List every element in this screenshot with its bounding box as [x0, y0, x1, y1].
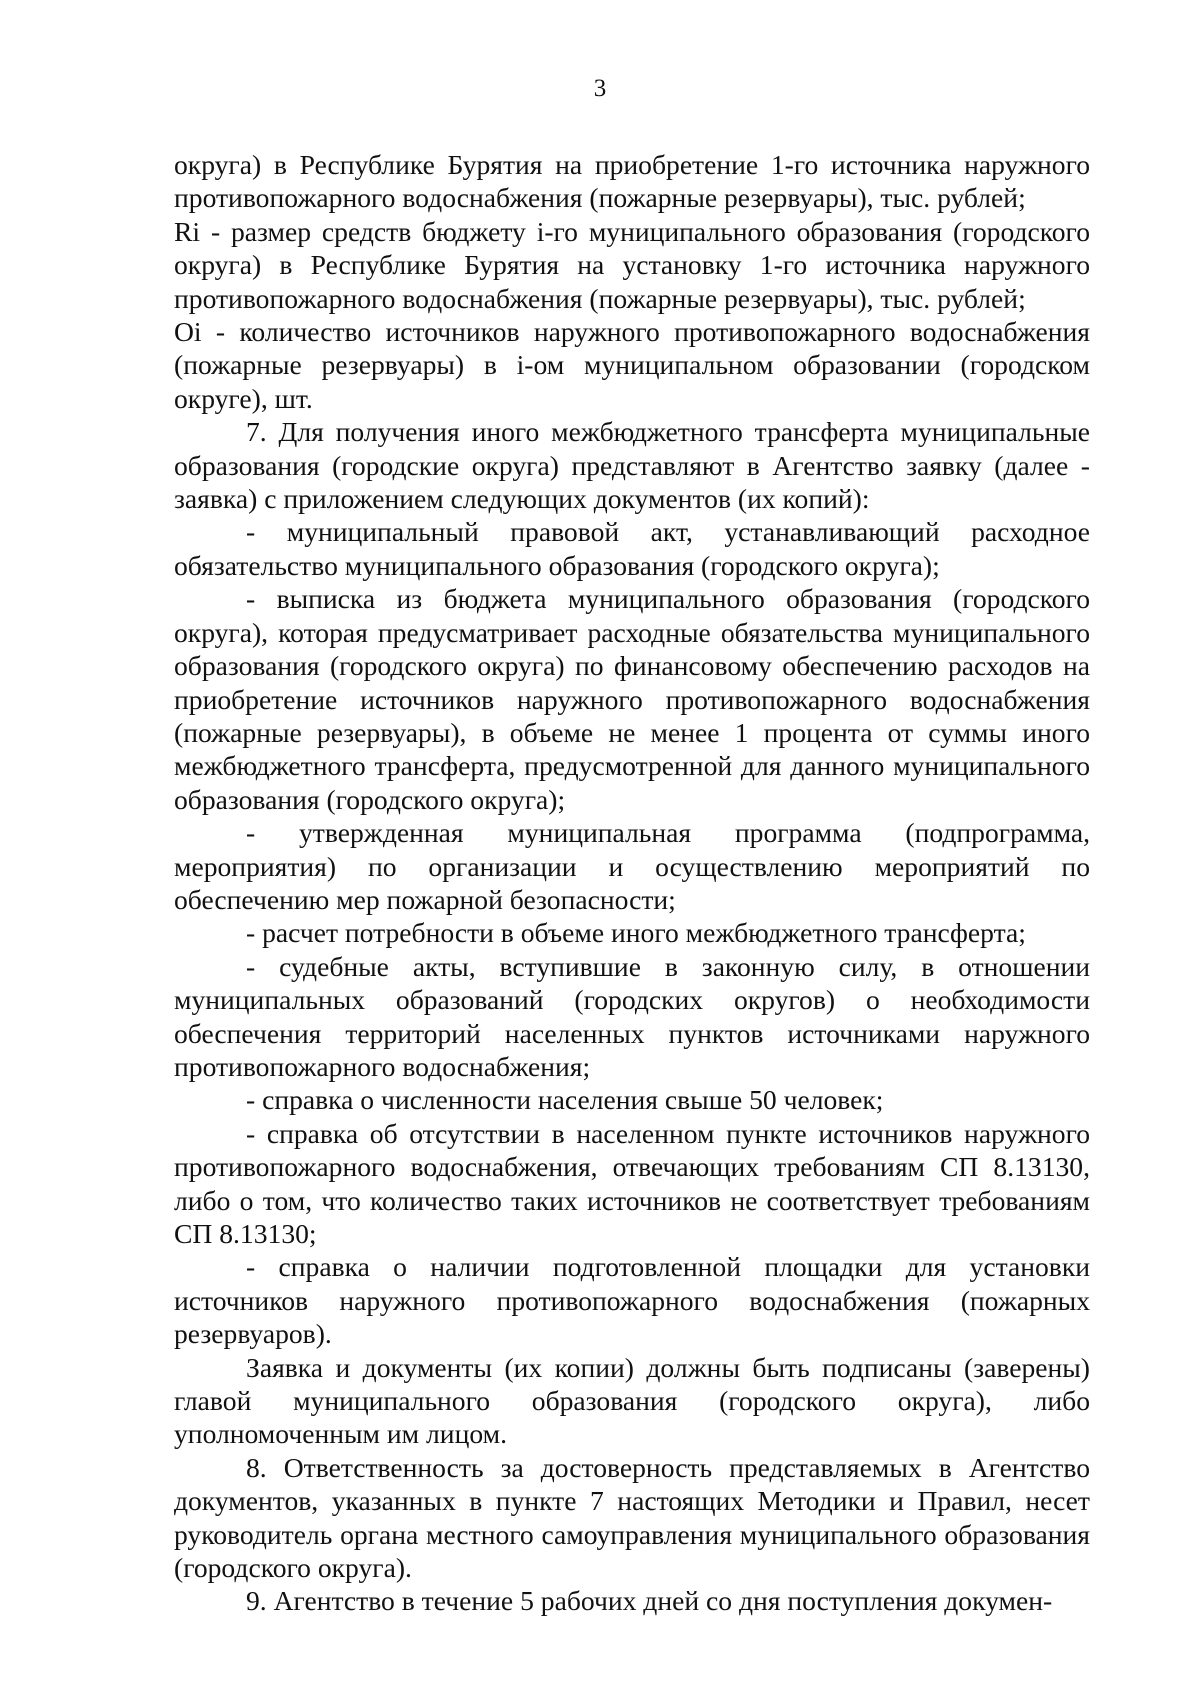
- paragraph-9: - судебные акты, вступившие в законную силу, в отношении муниципальных образований (городских округов) о необходимости обеспечения территорий населенных пунктов источниками наружного противопожарного водоснабжения;: [174, 950, 1090, 1082]
- paragraph-15: 9. Агентство в течение 5 рабочих дней со дня поступления докумен-: [246, 1585, 1053, 1617]
- paragraph-13: Заявка и документы (их копии) должны быть подписаны (заверены) главой муниципального образования (городского округа), либо уполномоченным им лицом.: [174, 1351, 1090, 1450]
- document-body: [174, 148, 1090, 1618]
- paragraph-11: - справка об отсутствии в населенном пункте источников наружного противопожарного водоснабжения, отвечающих требованиям СП 8.13130, либо о том, что количество таких источников не соответствует требованиям СП 8.13130;: [174, 1117, 1090, 1249]
- page-number: 3: [593, 75, 607, 102]
- paragraph-4: 7. Для получения иного межбюджетного трансферта муниципальные образования (городские округа) представляют в Агентство заявку (далее - заявка) с приложением следующих документов (их копий):: [174, 416, 1090, 515]
- paragraph-10: - справка о численности населения свыше 50 человек;: [246, 1084, 884, 1116]
- paragraph-8: - расчет потребности в объеме иного межбюджетного трансферта;: [246, 917, 1026, 949]
- paragraph-12: - справка о наличии подготовленной площадки для установки источников наружного противопожарного водоснабжения (пожарных резервуаров).: [174, 1251, 1090, 1350]
- paragraph-6: - выписка из бюджета муниципального образования (городского округа), которая предусматривает расходные обязательства муниципального образования (городского округа) по финансовому обеспечению расходов на приобретение источников наружного противопожарного водоснабжения (пожарные резервуары), в объеме не менее 1 процента от суммы иного межбюджетного трансферта, предусмотренной для данного муниципального образования (городского округа);: [174, 583, 1090, 815]
- paragraph-3: Oi - количество источников наружного противопожарного водоснабжения (пожарные резервуары) в i-ом муниципальном образовании (городском округе), шт.: [174, 316, 1090, 414]
- paragraph-7: - утвержденная муниципальная программа (подпрограмма, мероприятия) по организации и осуществлению мероприятий по обеспечению мер пожарной безопасности;: [174, 817, 1090, 915]
- paragraph-2: Ri - размер средств бюджету i-го муниципального образования (городского округа) в Республике Бурятия на установку 1-го источника наружного противопожарного водоснабжения (пожарные резервуары), тыс. рублей;: [174, 215, 1090, 314]
- paragraph-14: 8. Ответственность за достоверность представляемых в Агентство документов, указанных в пункте 7 настоящих Методики и Правил, несет руководитель органа местного самоуправления муниципального образования (городского округа).: [174, 1451, 1090, 1584]
- paragraph-5: - муниципальный правовой акт, устанавливающий расходное обязательство муниципального образования (городского округа);: [174, 516, 1090, 581]
- paragraph-1: округа) в Республике Бурятия на приобретение 1-го источника наружного противопожарного водоснабжения (пожарные резервуары), тыс. рублей;: [174, 149, 1090, 214]
